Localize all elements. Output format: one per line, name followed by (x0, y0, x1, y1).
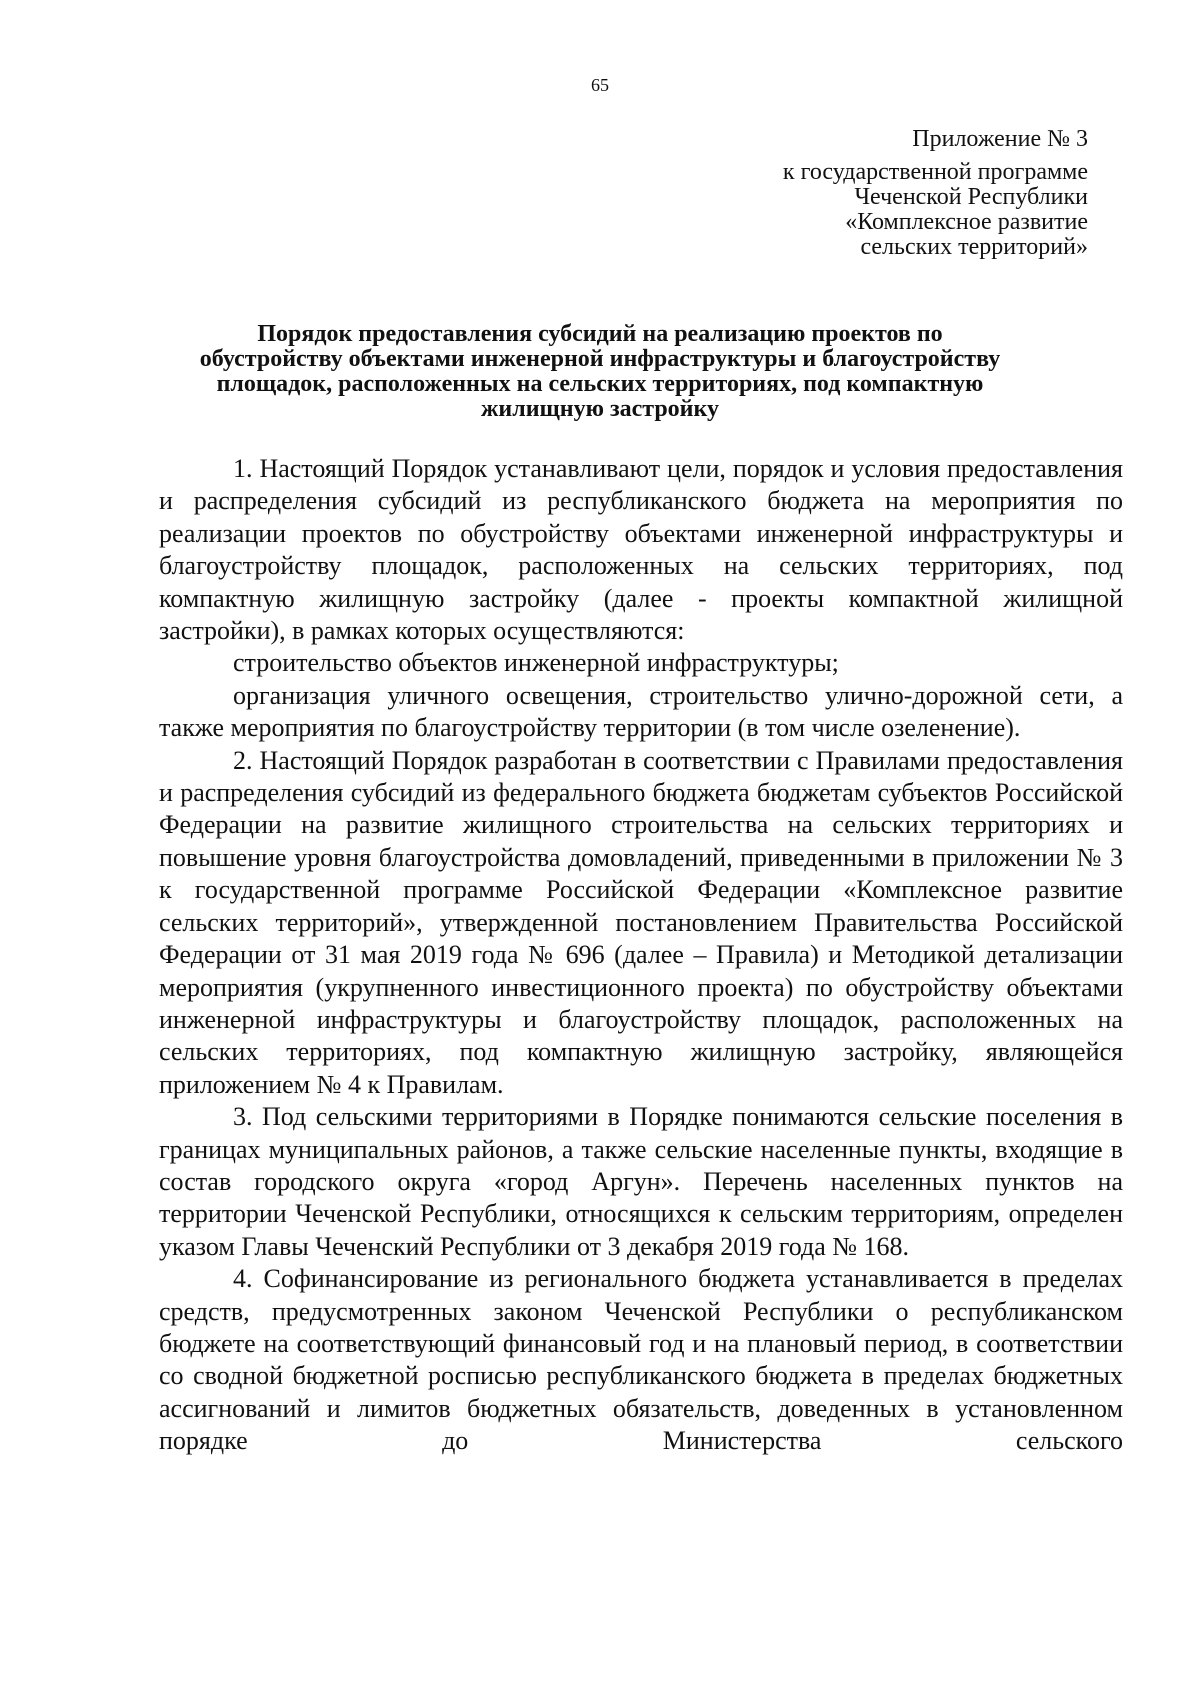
document-title (150, 322, 1050, 422)
title-line: обустройству объектами инженерной инфраструктуры и благоустройству (199, 346, 1001, 372)
appendix-caption-line: Чеченской Республики (854, 184, 1088, 210)
paragraph-1-item-2: организация уличного освещения, строительство улично-дорожной сети, а также мероприятия по благоустройству территории (в том числе озеленение). (159, 680, 1123, 743)
paragraph-1: 1. Настоящий Порядок устанавливают цели, порядок и условия предоставления и распределения субсидий из республиканского бюджета на мероприятия по реализации проектов по обустройству объектами инженерной инфраструктуры и благоустройству площадок, расположенных на сельских территориях, под компактную жилищную застройку (далее - проекты компактной жилищной застройки), в рамках которых осуществляются: (159, 454, 1123, 646)
appendix-caption-line: «Комплексное развитие (845, 209, 1088, 235)
appendix-caption (783, 160, 1088, 260)
document-body (159, 453, 1123, 1458)
title-line: жилищную застройку (481, 396, 719, 422)
appendix-number: Приложение № 3 (912, 126, 1088, 152)
paragraph-3: 3. Под сельскими территориями в Порядке понимаются сельские поселения в границах муниципальных районов, а также сельские населенные пункты, входящие в состав городского округа «город Аргун». Перечень населенных пунктов на территории Чеченской Республики, относящихся к сельским территориям, определен указом Главы Чеченский Республики от 3 декабря 2019 года № 168. (159, 1102, 1123, 1261)
title-line: площадок, расположенных на сельских территориях, под компактную (216, 371, 984, 397)
title-line: Порядок предоставления субсидий на реализацию проектов по (257, 321, 943, 347)
paragraph-1-item-1: строительство объектов инженерной инфраструктуры; (233, 648, 839, 678)
appendix-caption-line: к государственной программе (782, 159, 1088, 185)
paragraph-2: 2. Настоящий Порядок разработан в соответствии с Правилами предоставления и распределения субсидий из федерального бюджета бюджетам субъектов Российской Федерации на развитие жилищного строительства на сельских территориях и повышение уровня благоустройства домовладений, приведенными в приложении № 3 к государственной программе Российской Федерации «Комплексное развитие сельских территорий», утвержденной постановлением Правительства Российской Федерации от 31 мая 2019 года № 696 (далее – Правила) и Методикой детализации мероприятия (укрупненного инвестиционного проекта) по обустройству объектами инженерной инфраструктуры и благоустройству площадок, расположенных на сельских территориях, под компактную жилищную застройку, являющейся приложением № 4 к Правилам. (159, 745, 1123, 1099)
page-number: 65 (591, 75, 609, 95)
appendix-caption-line: сельских территорий» (860, 234, 1088, 260)
paragraph-4: 4. Софинансирование из регионального бюджета устанавливается в пределах средств, предусмотренных законом Чеченской Республики о республиканском бюджете на соответствующий финансовый год и на плановый период, в соответствии со сводной бюджетной росписью республиканского бюджета в пределах бюджетных ассигнований и лимитов бюджетных обязательств, доведенных в установленном порядке до Министерства сельского (159, 1264, 1123, 1456)
